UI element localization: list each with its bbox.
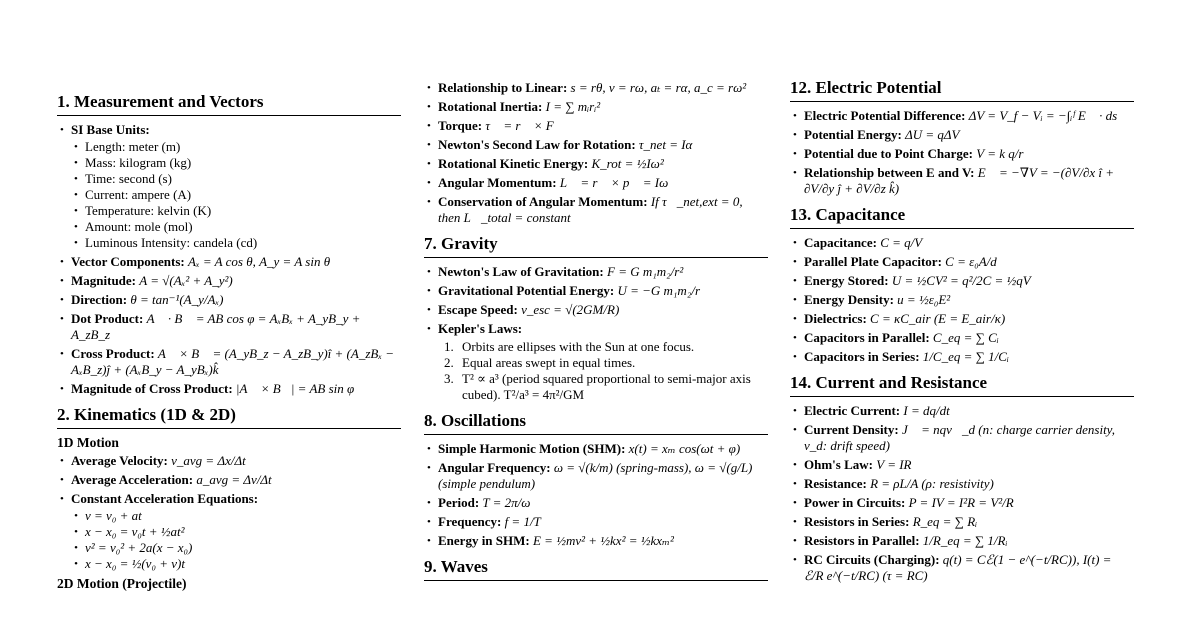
item-list xyxy=(790,108,1134,197)
section-gravity xyxy=(424,234,768,403)
list-item: • v² = v₀² + 2a(x − x₀) xyxy=(71,540,401,556)
list-item xyxy=(790,422,1134,454)
list-item xyxy=(57,254,401,270)
item-formula: q(t) = Cℰ(1 − e^(−t/RC)), I(t) = ℰ/R e^(−t/RC) (τ = RC) xyxy=(804,552,1112,583)
item-label: Resistance: xyxy=(804,476,867,491)
item-formula: s = rθ, v = rω, aₜ = rα, a_c = rω² xyxy=(570,80,747,95)
item-label: Electric Current: xyxy=(804,403,901,418)
list-item xyxy=(424,533,768,549)
list-item xyxy=(424,194,768,226)
item-label: Magnitude of Cross Product: xyxy=(71,381,233,396)
section-title: 8. Oscillations xyxy=(424,411,768,435)
section-title: 14. Current and Resistance xyxy=(790,373,1134,397)
item-label: Capacitors in Parallel: xyxy=(804,330,930,345)
list-item xyxy=(790,127,1134,143)
column-3 xyxy=(790,78,1134,592)
list-item: • x − x₀ = ½(v₀ + v)t xyxy=(71,556,401,572)
item-formula: I = dq/dt xyxy=(903,403,950,418)
item-formula: U = −G m₁m₂/r xyxy=(617,283,701,298)
item-label: Newton's Law of Gravitation: xyxy=(438,264,604,279)
item-formula: u = ½ε₀E² xyxy=(897,292,951,307)
list-item xyxy=(57,472,401,488)
item-formula: τ_net = Iα xyxy=(638,137,693,152)
list-item: • Current: ampere (A) xyxy=(71,187,401,203)
item-label: SI Base Units: xyxy=(71,122,150,137)
item-label: Torque: xyxy=(438,118,483,133)
list-item xyxy=(790,457,1134,473)
item-label: Period: xyxy=(438,495,480,510)
item-formula: R_eq = ∑ Rᵢ xyxy=(912,514,978,529)
list-item xyxy=(790,311,1134,327)
item-label: Newton's Second Law for Rotation: xyxy=(438,137,636,152)
item-label: Angular Frequency: xyxy=(438,460,551,475)
list-item xyxy=(424,495,768,511)
item-label: Power in Circuits: xyxy=(804,495,906,510)
item-formula: E = ½mv² + ½kx² = ½kxₘ² xyxy=(532,533,674,548)
item-label: Vector Components: xyxy=(71,254,185,269)
list-item xyxy=(424,99,768,115)
item-formula: A⃗ · B⃗ = AB cos φ = AₓBₓ + A_yB_y + A_zB_z xyxy=(71,311,361,342)
list-item xyxy=(790,146,1134,162)
list-item: • Luminous Intensity: candela (cd) xyxy=(71,235,401,251)
item-formula: v_avg = Δx/Δt xyxy=(171,453,246,468)
column-2 xyxy=(424,80,768,589)
list-item xyxy=(424,118,768,134)
section-electric-potential xyxy=(790,78,1134,197)
item-list xyxy=(424,264,768,403)
list-item xyxy=(790,330,1134,346)
item-formula: C = ε₀A/d xyxy=(945,254,997,269)
list-item xyxy=(790,495,1134,511)
section-title: 2. Kinematics (1D & 2D) xyxy=(57,405,401,429)
list-item xyxy=(424,441,768,457)
list-item xyxy=(424,137,768,153)
item-label: Potential Energy: xyxy=(804,127,902,142)
item-formula: τ⃗ = r⃗ × F⃗ xyxy=(485,118,564,133)
item-label: Simple Harmonic Motion (SHM): xyxy=(438,441,626,456)
list-number: 2. xyxy=(444,355,454,370)
list-item xyxy=(57,381,401,397)
item-formula: I = ∑ mᵢrᵢ² xyxy=(545,99,601,114)
item-label: Potential due to Point Charge: xyxy=(804,146,973,161)
list-item xyxy=(790,254,1134,270)
list-item xyxy=(790,273,1134,289)
list-item xyxy=(424,264,768,280)
list-item: • Mass: kilogram (kg) xyxy=(71,155,401,171)
item-label: Gravitational Potential Energy: xyxy=(438,283,615,298)
item-label: Dot Product: xyxy=(71,311,144,326)
item-formula: If τ⃗_net,ext = 0, then L⃗_total = constant xyxy=(438,194,743,225)
list-item xyxy=(438,355,768,371)
section-measurement-vectors xyxy=(57,92,401,397)
list-item xyxy=(424,460,768,492)
section-title: 9. Waves xyxy=(424,557,768,581)
list-item xyxy=(790,292,1134,308)
list-item xyxy=(57,453,401,469)
item-formula: V = IR xyxy=(876,457,912,472)
list-item xyxy=(57,346,401,378)
item-formula: v_esc = √(2GM/R) xyxy=(521,302,620,317)
item-formula: a_avg = Δv/Δt xyxy=(196,472,272,487)
item-label: Angular Momentum: xyxy=(438,175,557,190)
item-label: Average Acceleration: xyxy=(71,472,194,487)
item-list xyxy=(790,235,1134,365)
item-list xyxy=(57,122,401,397)
list-number: 3. xyxy=(444,371,454,386)
item-label: Capacitance: xyxy=(804,235,877,250)
list-item xyxy=(790,533,1134,549)
list-item xyxy=(790,235,1134,251)
item-formula: ω = √(k/m) (spring-mass), ω = √(g/L) (simple pendulum) xyxy=(438,460,753,491)
list-item xyxy=(424,321,768,403)
list-item: • Length: meter (m) xyxy=(71,139,401,155)
item-formula: A⃗ × B⃗ = (A_yB_z − A_zB_y)î + (A_zBₓ − AₓB_z)ĵ + (AₓB_y − A_yBₓ)k̂ xyxy=(71,346,395,377)
list-item xyxy=(424,175,768,191)
item-formula: R = ρL/A (ρ: resistivity) xyxy=(870,476,994,491)
list-item xyxy=(438,371,768,403)
item-list xyxy=(424,80,768,226)
section-capacitance xyxy=(790,205,1134,365)
list-item xyxy=(57,491,401,572)
item-formula: Aₓ = A cos θ, A_y = A sin θ xyxy=(188,254,331,269)
list-item xyxy=(57,292,401,308)
item-formula: J⃗ = nqv⃗_d (n: charge carrier density, v_d: drift speed) xyxy=(804,422,1115,453)
item-label: Parallel Plate Capacitor: xyxy=(804,254,942,269)
list-item xyxy=(790,108,1134,124)
list-item-text: Orbits are ellipses with the Sun at one focus. xyxy=(462,339,695,354)
item-list xyxy=(790,403,1134,584)
item-formula: U = ½CV² = q²/2C = ½qV xyxy=(891,273,1031,288)
section-title: 7. Gravity xyxy=(424,234,768,258)
item-label: Kepler's Laws: xyxy=(438,321,523,336)
section-kinematics xyxy=(57,405,401,592)
list-item xyxy=(790,403,1134,419)
item-label: Ohm's Law: xyxy=(804,457,873,472)
item-label: Energy Density: xyxy=(804,292,894,307)
list-item xyxy=(57,273,401,289)
item-label: Rotational Kinetic Energy: xyxy=(438,156,589,171)
item-formula: V = k q/r xyxy=(976,146,1024,161)
item-label: Average Velocity: xyxy=(71,453,168,468)
list-item xyxy=(790,552,1134,584)
item-formula: C = κC_air (E = E_air/κ) xyxy=(870,311,1006,326)
section-title: 12. Electric Potential xyxy=(790,78,1134,102)
item-formula: f = 1/T xyxy=(504,514,541,529)
section-title: 13. Capacitance xyxy=(790,205,1134,229)
list-item xyxy=(790,349,1134,365)
list-item xyxy=(57,122,401,251)
item-label: Cross Product: xyxy=(71,346,155,361)
item-formula: C = q/V xyxy=(880,235,923,250)
section-rotation-continued xyxy=(424,80,768,226)
item-formula: T = 2π/ω xyxy=(482,495,531,510)
item-formula: P = IV = I²R = V²/R xyxy=(908,495,1014,510)
list-item-text: Equal areas swept in equal times. xyxy=(462,355,636,370)
list-item xyxy=(57,311,401,343)
list-item xyxy=(424,283,768,299)
section-oscillations xyxy=(424,411,768,549)
item-label: Energy Stored: xyxy=(804,273,889,288)
si-units-list xyxy=(71,139,401,251)
item-list xyxy=(57,453,401,572)
item-formula: K_rot = ½Iω² xyxy=(591,156,664,171)
item-label: RC Circuits (Charging): xyxy=(804,552,940,567)
list-item: • x − x₀ = v₀t + ½at² xyxy=(71,524,401,540)
item-formula: C_eq = ∑ Cᵢ xyxy=(932,330,999,345)
item-formula: x(t) = xₘ cos(ωt + φ) xyxy=(628,441,741,456)
item-label: Conservation of Angular Momentum: xyxy=(438,194,648,209)
item-label: Resistors in Parallel: xyxy=(804,533,920,548)
item-formula: A = √(Aₓ² + A_y²) xyxy=(139,273,233,288)
list-item xyxy=(438,339,768,355)
item-label: Resistors in Series: xyxy=(804,514,910,529)
item-label: Dielectrics: xyxy=(804,311,867,326)
item-formula: 1/R_eq = ∑ 1/Rᵢ xyxy=(922,533,1008,548)
subsection-title: 2D Motion (Projectile) xyxy=(57,576,187,591)
item-label: Frequency: xyxy=(438,514,502,529)
item-list xyxy=(424,441,768,549)
item-label: Escape Speed: xyxy=(438,302,518,317)
list-item: • v = v₀ + at xyxy=(71,508,401,524)
item-label: Relationship between E and V: xyxy=(804,165,975,180)
section-waves xyxy=(424,557,768,581)
section-current-resistance xyxy=(790,373,1134,584)
column-1 xyxy=(57,92,401,600)
item-label: Current Density: xyxy=(804,422,899,437)
item-label: Electric Potential Difference: xyxy=(804,108,966,123)
item-label: Energy in SHM: xyxy=(438,533,530,548)
subsection-title: 1D Motion xyxy=(57,435,119,450)
item-label: Magnitude: xyxy=(71,273,136,288)
list-item: • Temperature: kelvin (K) xyxy=(71,203,401,219)
kepler-laws-list xyxy=(438,339,768,403)
item-label: Rotational Inertia: xyxy=(438,99,543,114)
list-item xyxy=(424,514,768,530)
list-item xyxy=(424,80,768,96)
item-formula: L⃗ = r⃗ × p⃗ = Iω⃗ xyxy=(559,175,679,190)
item-formula: F = G m₁m₂/r² xyxy=(607,264,684,279)
list-number: 1. xyxy=(444,339,454,354)
item-formula: ΔU = qΔV xyxy=(905,127,960,142)
list-item xyxy=(790,476,1134,492)
list-item: • Amount: mole (mol) xyxy=(71,219,401,235)
list-item xyxy=(424,302,768,318)
item-formula: E⃗ = −∇V = −(∂V/∂x î + ∂V/∂y ĵ + ∂V/∂z k̂) xyxy=(804,165,1115,196)
item-formula: |A⃗ × B⃗| = AB sin φ xyxy=(235,381,355,396)
list-item-text: T² ∝ a³ (period squared proportional to semi-major axis cubed). T²/a³ = 4π²/GM xyxy=(462,371,751,402)
section-title: 1. Measurement and Vectors xyxy=(57,92,401,116)
item-formula: ΔV = V_f − Vᵢ = −∫ᵢᶠ E⃗ · ds⃗ xyxy=(968,108,1128,123)
equations-list xyxy=(71,508,401,572)
list-item xyxy=(790,165,1134,197)
item-formula: 1/C_eq = ∑ 1/Cᵢ xyxy=(922,349,1009,364)
item-label: Constant Acceleration Equations: xyxy=(71,491,259,506)
list-item xyxy=(790,514,1134,530)
list-item xyxy=(424,156,768,172)
item-label: Direction: xyxy=(71,292,128,307)
list-item: • Time: second (s) xyxy=(71,171,401,187)
item-label: Relationship to Linear: xyxy=(438,80,568,95)
item-formula: θ = tan⁻¹(A_y/Aₓ) xyxy=(130,292,224,307)
item-label: Capacitors in Series: xyxy=(804,349,920,364)
